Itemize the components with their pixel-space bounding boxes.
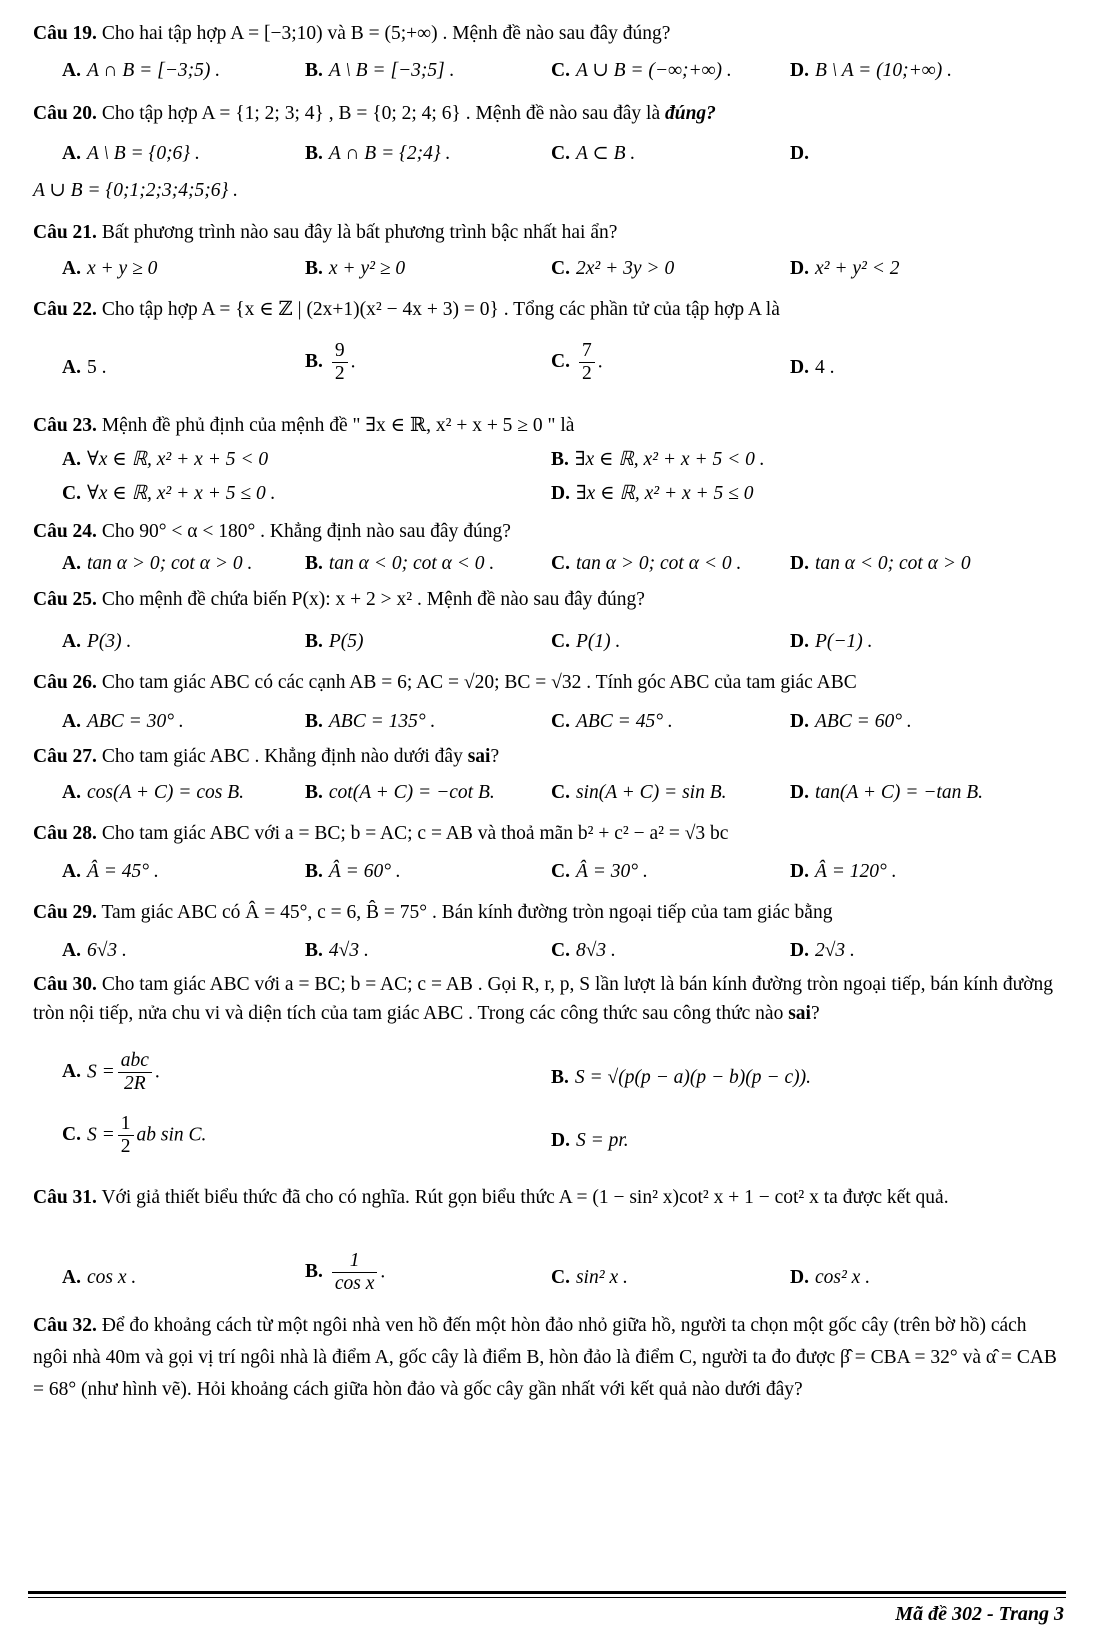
options-27 xyxy=(0,778,1094,808)
question-emphasis: đúng? xyxy=(664,103,716,124)
question-number: Câu 20. xyxy=(33,103,97,124)
question-stem: Để đo khoảng cách từ một ngôi nhà ven hồ đến một hòn đảo nhỏ giữa hồ, người ta chọn một gốc cây (trên bờ hồ) cách ngôi nhà 40m và gọi vị trí ngôi nhà là điểm A, gốc cây là điểm B, hòn đảo là điểm C, người ta đo được β̂ = CBA = 32° và α̂ = CAB = 68° (như hình vẽ). Hỏi khoảng cách giữa hòn đảo và gốc cây gần nhất với kết quả nào dưới đây? xyxy=(33,1315,1057,1400)
option-c: C. 2x² + 3y > 0 xyxy=(551,258,675,279)
question-number: Câu 32. xyxy=(33,1315,97,1336)
options-29 xyxy=(0,936,1094,966)
question-number: Câu 22. xyxy=(33,299,97,320)
option-a: A. ∀x ∈ ℝ, x² + x + 5 < 0 xyxy=(62,449,269,470)
option-a: A. x + y ≥ 0 xyxy=(62,258,158,279)
option-d: D. ABC = 60° . xyxy=(790,711,912,732)
option-d: D. x² + y² < 2 xyxy=(790,258,900,279)
question-stem: Cho tập hợp A = {x ∈ ℤ | (2x+1)(x² − 4x + 3) = 0} . Tổng các phần tử của tập hợp A là xyxy=(101,299,780,320)
options-30-row1 xyxy=(0,1050,1094,1106)
option-d: D. S = pr. xyxy=(551,1130,629,1151)
question-stem: Cho tam giác ABC . Khẳng định nào dưới đây xyxy=(101,746,463,767)
question-number: Câu 26. xyxy=(33,672,97,693)
option-b: B. 4√3 . xyxy=(305,940,369,961)
question-28 xyxy=(33,822,1066,846)
question-number: Câu 29. xyxy=(33,902,97,923)
option-b: B. ∃x ∈ ℝ, x² + x + 5 < 0 . xyxy=(551,449,765,470)
question-stem: Cho tập hợp A = {1; 2; 3; 4} , B = {0; 2; 4; 6} . Mệnh đề nào sau đây là xyxy=(101,103,661,124)
question-stem: Cho hai tập hợp A = [−3;10) và B = (5;+∞) . Mệnh đề nào sau đây đúng? xyxy=(101,23,671,44)
question-19 xyxy=(33,22,1066,46)
option-a: A. A \ B = {0;6} . xyxy=(62,143,200,164)
option-c: C. sin(A + C) = sin B. xyxy=(551,782,727,803)
question-22 xyxy=(33,298,1066,322)
options-23-row1 xyxy=(0,445,1094,475)
option-d: D. cos² x . xyxy=(790,1267,871,1288)
options-30-row2 xyxy=(0,1113,1094,1169)
question-24 xyxy=(33,520,1066,544)
question-25 xyxy=(33,588,1066,612)
options-31 xyxy=(0,1250,1094,1306)
options-24 xyxy=(0,549,1094,579)
option-c: C. $\frac{7}{2}$ . xyxy=(551,340,603,385)
question-stem: Tam giác ABC có Â = 45°, c = 6, B̂ = 75° . Bán kính đường tròn ngoại tiếp của tam giác bằng xyxy=(101,902,833,923)
question-number: Câu 27. xyxy=(33,746,97,767)
question-stem: Với giả thiết biểu thức đã cho có nghĩa. Rút gọn biểu thức A = (1 − sin² x)cot² x + 1 − cot² x ta được kết quả. xyxy=(101,1187,949,1208)
option-b: B. ABC = 135° . xyxy=(305,711,436,732)
question-number: Câu 23. xyxy=(33,415,97,436)
option-a: A. cos(A + C) = cos B. xyxy=(62,782,244,803)
option-d: D. Â = 120° . xyxy=(790,861,897,882)
footer-rule-thick xyxy=(28,1591,1066,1594)
option-b: B. cot(A + C) = −cot B. xyxy=(305,782,495,803)
question-stem: Cho tam giác ABC với a = BC; b = AC; c = AB và thoả mãn b² + c² − a² = √3 bc xyxy=(101,823,729,844)
option-a: A. cos x . xyxy=(62,1267,137,1288)
option-b: B. $\frac{9}{2}$ . xyxy=(305,340,356,385)
option-c: C. A ⊂ B . xyxy=(551,143,636,164)
question-number: Câu 21. xyxy=(33,222,97,243)
question-31 xyxy=(33,1180,1066,1216)
question-stem: Cho tam giác ABC có các cạnh AB = 6; AC = √20; BC = √32 . Tính góc ABC của tam giác ABC xyxy=(101,672,857,693)
question-32 xyxy=(33,1310,1066,1406)
option-a: A. 5 . xyxy=(62,357,107,378)
option-d: D. 4 . xyxy=(790,357,835,378)
question-30: Câu 30. Cho tam giác ABC với a = BC; b = AC; c = AB . Gọi R, r, p, S lần lượt là bán kính đường tròn ngoại tiếp, bán kính đường tròn nội tiếp, nửa chu vi và diện tích của tam giác ABC . Trong các công thức sau công thức nào sai? xyxy=(33,974,1054,1024)
question-stem: Cho 90° < α < 180° . Khẳng định nào sau đây đúng? xyxy=(101,521,511,542)
option-d: D. xyxy=(790,143,809,164)
option-b: B. Â = 60° . xyxy=(305,861,401,882)
option-b: B. P(5) xyxy=(305,631,364,652)
question-number: Câu 31. xyxy=(33,1187,97,1208)
option-d: D. tan α < 0; cot α > 0 xyxy=(790,553,971,574)
options-22 xyxy=(0,340,1094,396)
option-d: D. tan(A + C) = −tan B. xyxy=(790,782,983,803)
options-19 xyxy=(0,56,1094,86)
option-b: B. $\frac{1}{\text{cos x}}$ . xyxy=(305,1250,386,1295)
option-d: D. B \ A = (10;+∞) . xyxy=(790,60,952,81)
question-stem: Cho mệnh đề chứa biến P(x): x + 2 > x² . Mệnh đề nào sau đây đúng? xyxy=(101,589,645,610)
question-27: Câu 27. Cho tam giác ABC . Khẳng định nào dưới đây sai? xyxy=(33,746,500,767)
option-c: C. sin² x . xyxy=(551,1267,628,1288)
option-a: A. S = $\frac{\text{abc}}{2R}$ . xyxy=(62,1050,160,1095)
footer-rule-thin xyxy=(28,1597,1066,1598)
question-emphasis: sai xyxy=(788,1003,811,1024)
options-26 xyxy=(0,707,1094,737)
question-number: Câu 24. xyxy=(33,521,97,542)
question-number: Câu 25. xyxy=(33,589,97,610)
option-b: B. A ∩ B = {2;4} . xyxy=(305,143,451,164)
option-a: A. 6√3 . xyxy=(62,940,127,961)
option-c: C. ABC = 45° . xyxy=(551,711,673,732)
question-number: Câu 30. xyxy=(33,974,97,995)
option-b: B. tan α < 0; cot α < 0 . xyxy=(305,553,495,574)
option-a: A. Â = 45° . xyxy=(62,861,159,882)
option-a: A. A ∩ B = [−3;5) . xyxy=(62,60,221,81)
options-25 xyxy=(0,627,1094,657)
option-c: C. A ∪ B = (−∞;+∞) . xyxy=(551,60,732,81)
question-number: Câu 28. xyxy=(33,823,97,844)
options-28 xyxy=(0,857,1094,887)
question-stem: Mệnh đề phủ định của mệnh đề " ∃x ∈ ℝ, x² + x + 5 ≥ 0 " là xyxy=(101,415,575,436)
question-23 xyxy=(33,414,1066,438)
question-26 xyxy=(33,671,1066,695)
options-23-row2 xyxy=(0,479,1094,509)
question-29 xyxy=(33,901,1066,925)
option-d: D. 2√3 . xyxy=(790,940,855,961)
option-b: B. A \ B = [−3;5] . xyxy=(305,60,455,81)
option-a: A. ABC = 30° . xyxy=(62,711,184,732)
option-b: B. S = √(p(p − a)(p − b)(p − c)). xyxy=(551,1067,811,1088)
question-stem: Bất phương trình nào sau đây là bất phương trình bậc nhất hai ẩn? xyxy=(101,222,618,243)
question-number: Câu 19. xyxy=(33,23,97,44)
option-c: C. Â = 30° . xyxy=(551,861,648,882)
option-c: C. S = $\frac{1}{2}$ ab sin C. xyxy=(62,1113,207,1158)
question-emphasis: sai xyxy=(467,746,491,767)
options-21 xyxy=(0,254,1094,284)
options-20 xyxy=(0,139,1094,169)
option-c: C. ∀x ∈ ℝ, x² + x + 5 ≤ 0 . xyxy=(62,483,276,504)
option-d: D. P(−1) . xyxy=(790,631,873,652)
option-d-continued: A ∪ B = {0;1;2;3;4;5;6} . xyxy=(33,180,239,201)
option-c: C. P(1) . xyxy=(551,631,621,652)
option-d: D. ∃x ∈ ℝ, x² + x + 5 ≤ 0 xyxy=(551,483,754,504)
option-b: B. x + y² ≥ 0 xyxy=(305,258,406,279)
question-20 xyxy=(33,102,1066,126)
option-a: A. tan α > 0; cot α > 0 . xyxy=(62,553,253,574)
option-c: C. 8√3 . xyxy=(551,940,616,961)
option-c: C. tan α > 0; cot α < 0 . xyxy=(551,553,742,574)
question-21 xyxy=(33,221,1066,245)
page-footer: Mã đề 302 - Trang 3 xyxy=(895,1603,1064,1625)
question-stem: Cho tam giác ABC với a = BC; b = AC; c = AB . Gọi R, r, p, S lần lượt là bán kính đường tròn ngoại tiếp, bán kính đường tròn nội tiếp, nửa chu vi và diện tích của tam giác ABC . Trong các công thức sau công thức nào xyxy=(33,974,1054,1024)
option-a: A. P(3) . xyxy=(62,631,132,652)
